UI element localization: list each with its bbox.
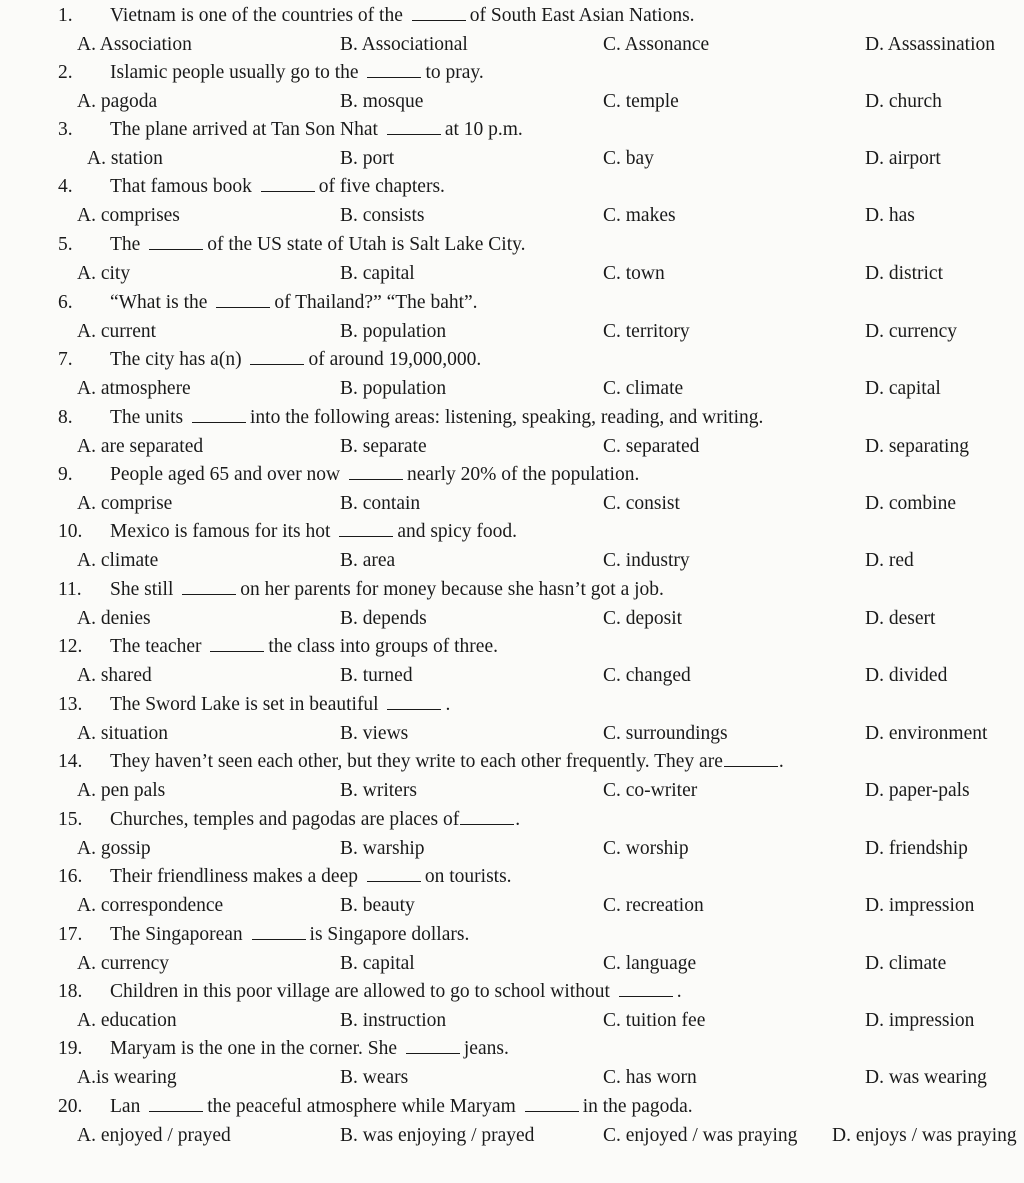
question-text-part: The teacher xyxy=(110,636,207,657)
answer-blank xyxy=(367,59,421,78)
question-8 xyxy=(0,404,1024,432)
option-a[interactable]: A. climate xyxy=(77,549,159,571)
question-text xyxy=(110,1093,693,1121)
question-text xyxy=(110,806,520,834)
question-number: 13. xyxy=(58,694,83,715)
options-row-20 xyxy=(0,1122,1024,1150)
options-row-3 xyxy=(0,145,1024,173)
options-row-13 xyxy=(0,720,1024,748)
option-c[interactable]: C. territory xyxy=(603,320,690,342)
question-text xyxy=(110,863,512,891)
question-text-part: on her parents for money because she hasn’t got a job. xyxy=(240,579,664,600)
question-number: 6. xyxy=(58,292,73,313)
question-20 xyxy=(0,1093,1024,1121)
question-text xyxy=(110,518,517,546)
option-d[interactable]: D. separating xyxy=(865,435,969,457)
answer-blank xyxy=(250,346,304,365)
options-row-7 xyxy=(0,375,1024,403)
question-text-part: of five chapters. xyxy=(318,176,445,197)
question-number: 8. xyxy=(58,407,73,428)
question-text-part: at 10 p.m. xyxy=(444,119,523,140)
option-d[interactable]: D. environment xyxy=(865,722,988,744)
option-d[interactable]: D. paper-pals xyxy=(865,779,970,801)
question-14 xyxy=(0,748,1024,776)
option-d[interactable]: D. Assassination xyxy=(865,33,996,55)
question-text xyxy=(110,691,450,719)
option-c[interactable]: C. makes xyxy=(603,204,676,226)
option-a[interactable]: A. enjoyed / prayed xyxy=(77,1124,231,1146)
option-a[interactable]: A. situation xyxy=(77,722,168,744)
option-b[interactable]: B. turned xyxy=(340,664,413,686)
question-text xyxy=(110,748,784,776)
options-row-15 xyxy=(0,835,1024,863)
question-text-part: into the following areas: listening, speaking, reading, and writing. xyxy=(250,407,764,428)
option-a[interactable]: A. are separated xyxy=(77,435,204,457)
option-a[interactable]: A.is wearing xyxy=(77,1066,177,1088)
option-c[interactable]: C. separated xyxy=(603,435,700,457)
option-c[interactable]: C. co-writer xyxy=(603,779,698,801)
options-row-8 xyxy=(0,433,1024,461)
option-b[interactable]: B. mosque xyxy=(340,90,424,112)
question-number: 3. xyxy=(58,119,73,140)
options-row-14 xyxy=(0,777,1024,805)
option-c[interactable]: C. changed xyxy=(603,664,691,686)
option-a[interactable]: A. city xyxy=(77,262,131,284)
options-row-4 xyxy=(0,202,1024,230)
option-c[interactable]: C. Assonance xyxy=(603,33,710,55)
question-16 xyxy=(0,863,1024,891)
option-d[interactable]: D. friendship xyxy=(865,837,968,859)
question-6 xyxy=(0,289,1024,317)
option-c[interactable]: C. worship xyxy=(603,837,689,859)
option-a[interactable]: A. gossip xyxy=(77,837,151,859)
question-text-part: The xyxy=(110,234,146,255)
question-text xyxy=(110,59,484,87)
answer-blank xyxy=(412,2,466,21)
option-b[interactable]: B. consists xyxy=(340,204,425,226)
options-row-6 xyxy=(0,318,1024,346)
answer-blank xyxy=(182,576,236,595)
question-1 xyxy=(0,2,1024,30)
question-text xyxy=(110,633,498,661)
question-text-part: . xyxy=(778,751,784,772)
question-number: 5. xyxy=(58,234,73,255)
answer-blank xyxy=(149,1093,203,1112)
question-number: 9. xyxy=(58,464,73,485)
question-number: 15. xyxy=(58,809,83,830)
question-text-part: Children in this poor village are allowed to go to school without xyxy=(110,981,615,1002)
options-row-12 xyxy=(0,662,1024,690)
option-a[interactable]: A. pagoda xyxy=(77,90,158,112)
question-text-part: in the pagoda. xyxy=(582,1096,693,1117)
answer-blank xyxy=(525,1093,579,1112)
question-3 xyxy=(0,116,1024,144)
question-text-part: and spicy food. xyxy=(397,521,517,542)
question-4 xyxy=(0,173,1024,201)
option-a[interactable]: A. currency xyxy=(77,952,170,974)
question-text xyxy=(110,231,525,259)
question-text-part: of the US state of Utah is Salt Lake City. xyxy=(207,234,526,255)
question-number: 11. xyxy=(58,579,82,600)
option-b[interactable]: B. was enjoying / prayed xyxy=(340,1124,535,1146)
question-number: 17. xyxy=(58,924,83,945)
option-a[interactable]: A. education xyxy=(77,1009,177,1031)
options-row-1 xyxy=(0,31,1024,59)
question-text-part: the class into groups of three. xyxy=(268,636,498,657)
option-d[interactable]: D. airport xyxy=(865,147,941,169)
question-12 xyxy=(0,633,1024,661)
question-text-part: Lan xyxy=(110,1096,146,1117)
question-text-part: She still xyxy=(110,579,179,600)
question-text-part: . xyxy=(515,809,521,830)
question-text-part: the peaceful atmosphere while Maryam xyxy=(207,1096,521,1117)
options-row-10 xyxy=(0,547,1024,575)
option-d[interactable]: D. combine xyxy=(865,492,956,514)
option-a[interactable]: A. atmosphere xyxy=(77,377,191,399)
question-text xyxy=(110,921,469,949)
answer-blank xyxy=(724,748,778,767)
question-19 xyxy=(0,1035,1024,1063)
option-d[interactable]: D. divided xyxy=(865,664,948,686)
question-text-part: of around 19,000,000. xyxy=(308,349,482,370)
question-text-part: to pray. xyxy=(425,62,484,83)
answer-blank xyxy=(367,863,421,882)
question-5 xyxy=(0,231,1024,259)
question-7 xyxy=(0,346,1024,374)
question-number: 14. xyxy=(58,751,83,772)
answer-blank xyxy=(349,461,403,480)
question-text-part: Their friendliness makes a deep xyxy=(110,866,363,887)
question-text-part: The units xyxy=(110,407,188,428)
option-d[interactable]: D. red xyxy=(865,549,914,571)
options-row-18 xyxy=(0,1007,1024,1035)
question-17 xyxy=(0,921,1024,949)
question-number: 20. xyxy=(58,1096,83,1117)
question-number: 12. xyxy=(58,636,83,657)
question-18 xyxy=(0,978,1024,1006)
option-d[interactable]: D. capital xyxy=(865,377,941,399)
option-b[interactable]: B. beauty xyxy=(340,894,415,916)
option-b[interactable]: B. contain xyxy=(340,492,421,514)
question-13 xyxy=(0,691,1024,719)
option-b[interactable]: B. warship xyxy=(340,837,425,859)
option-c[interactable]: C. enjoyed / was praying xyxy=(603,1124,798,1146)
option-a[interactable]: A. denies xyxy=(77,607,151,629)
answer-blank xyxy=(460,806,514,825)
question-number: 7. xyxy=(58,349,73,370)
question-15 xyxy=(0,806,1024,834)
question-2 xyxy=(0,59,1024,87)
option-c[interactable]: C. town xyxy=(603,262,665,284)
question-text xyxy=(110,1035,509,1063)
option-c[interactable]: C. temple xyxy=(603,90,679,112)
answer-blank xyxy=(192,404,246,423)
question-11 xyxy=(0,576,1024,604)
options-row-5 xyxy=(0,260,1024,288)
answer-blank xyxy=(619,978,673,997)
question-text-part: jeans. xyxy=(463,1038,509,1059)
option-c[interactable]: C. surroundings xyxy=(603,722,728,744)
option-b[interactable]: B. wears xyxy=(340,1066,409,1088)
question-text xyxy=(110,404,763,432)
option-c[interactable]: C. industry xyxy=(603,549,690,571)
question-text-part: Maryam is the one in the corner. She xyxy=(110,1038,402,1059)
option-b[interactable]: B. capital xyxy=(340,262,415,284)
option-b[interactable]: B. port xyxy=(340,147,395,169)
option-a[interactable]: A. correspondence xyxy=(77,894,224,916)
question-text-part: The city has a(n) xyxy=(110,349,247,370)
option-a[interactable]: A. pen pals xyxy=(77,779,166,801)
option-c[interactable]: C. tuition fee xyxy=(603,1009,706,1031)
question-text xyxy=(110,289,478,317)
option-d[interactable]: D. church xyxy=(865,90,942,112)
question-text-part: The Sword Lake is set in beautiful xyxy=(110,694,384,715)
option-b[interactable]: B. views xyxy=(340,722,409,744)
question-text-part: That famous book xyxy=(110,176,257,197)
option-a[interactable]: A. shared xyxy=(77,664,152,686)
question-text-part: Mexico is famous for its hot xyxy=(110,521,336,542)
option-c[interactable]: C. has worn xyxy=(603,1066,697,1088)
option-b[interactable]: B. population xyxy=(340,320,447,342)
options-row-11 xyxy=(0,605,1024,633)
option-a[interactable]: A. comprises xyxy=(77,204,180,226)
question-text-part: Vietnam is one of the countries of the xyxy=(110,5,408,26)
question-number: 2. xyxy=(58,62,73,83)
option-c[interactable]: C. recreation xyxy=(603,894,704,916)
answer-blank xyxy=(149,231,203,250)
question-text-part: of South East Asian Nations. xyxy=(469,5,695,26)
option-c[interactable]: C. deposit xyxy=(603,607,683,629)
question-text xyxy=(110,346,481,374)
option-d[interactable]: D. enjoys / was praying xyxy=(832,1124,1017,1146)
option-c[interactable]: C. consist xyxy=(603,492,680,514)
option-b[interactable]: B. writers xyxy=(340,779,417,801)
option-c[interactable]: C. language xyxy=(603,952,697,974)
option-a[interactable]: A. station xyxy=(87,147,163,169)
option-d[interactable]: D. desert xyxy=(865,607,936,629)
option-b[interactable]: B. population xyxy=(340,377,447,399)
answer-blank xyxy=(216,289,270,308)
option-d[interactable]: D. was wearing xyxy=(865,1066,987,1088)
question-text-part: nearly 20% of the population. xyxy=(407,464,640,485)
answer-blank xyxy=(252,921,306,940)
option-d[interactable]: D. has xyxy=(865,204,915,226)
option-a[interactable]: A. Association xyxy=(77,33,192,55)
options-row-2 xyxy=(0,88,1024,116)
question-text xyxy=(110,461,639,489)
option-d[interactable]: D. district xyxy=(865,262,943,284)
question-text xyxy=(110,576,664,604)
answer-blank xyxy=(339,518,393,537)
question-text-part: of Thailand?” “The baht”. xyxy=(274,292,478,313)
option-a[interactable]: A. current xyxy=(77,320,157,342)
answer-blank xyxy=(387,116,441,135)
option-b[interactable]: B. capital xyxy=(340,952,415,974)
option-c[interactable]: C. climate xyxy=(603,377,684,399)
question-number: 18. xyxy=(58,981,83,1002)
question-text-part: The plane arrived at Tan Son Nhat xyxy=(110,119,383,140)
question-text-part: “What is the xyxy=(110,292,213,313)
question-text-part: Churches, temples and pagodas are places of xyxy=(110,809,460,830)
question-text-part: . xyxy=(676,981,682,1002)
options-row-19 xyxy=(0,1064,1024,1092)
option-d[interactable]: D. currency xyxy=(865,320,958,342)
option-d[interactable]: D. impression xyxy=(865,894,975,916)
question-text-part: They haven’t seen each other, but they write to each other frequently. They are xyxy=(110,751,723,772)
option-c[interactable]: C. bay xyxy=(603,147,654,169)
question-number: 19. xyxy=(58,1038,83,1059)
option-d[interactable]: D. climate xyxy=(865,952,947,974)
option-b[interactable]: B. area xyxy=(340,549,396,571)
option-b[interactable]: B. instruction xyxy=(340,1009,447,1031)
option-b[interactable]: B. separate xyxy=(340,435,427,457)
answer-blank xyxy=(210,633,264,652)
question-text xyxy=(110,116,523,144)
option-b[interactable]: B. depends xyxy=(340,607,427,629)
question-text-part: The Singaporean xyxy=(110,924,248,945)
question-text-part: . xyxy=(445,694,451,715)
options-row-9 xyxy=(0,490,1024,518)
question-text-part: on tourists. xyxy=(424,866,512,887)
question-9 xyxy=(0,461,1024,489)
option-b[interactable]: B. Associational xyxy=(340,33,468,55)
option-a[interactable]: A. comprise xyxy=(77,492,173,514)
question-number: 10. xyxy=(58,521,83,542)
question-text xyxy=(110,173,445,201)
question-text xyxy=(110,978,682,1006)
options-row-16 xyxy=(0,892,1024,920)
question-text-part: People aged 65 and over now xyxy=(110,464,346,485)
question-number: 1. xyxy=(58,5,73,26)
question-number: 4. xyxy=(58,176,73,197)
option-d[interactable]: D. impression xyxy=(865,1009,975,1031)
answer-blank xyxy=(406,1035,460,1054)
question-10 xyxy=(0,518,1024,546)
answer-blank xyxy=(261,173,315,192)
question-text-part: Islamic people usually go to the xyxy=(110,62,364,83)
question-text-part: is Singapore dollars. xyxy=(309,924,470,945)
question-number: 16. xyxy=(58,866,83,887)
answer-blank xyxy=(387,691,441,710)
question-text xyxy=(110,2,695,30)
options-row-17 xyxy=(0,950,1024,978)
